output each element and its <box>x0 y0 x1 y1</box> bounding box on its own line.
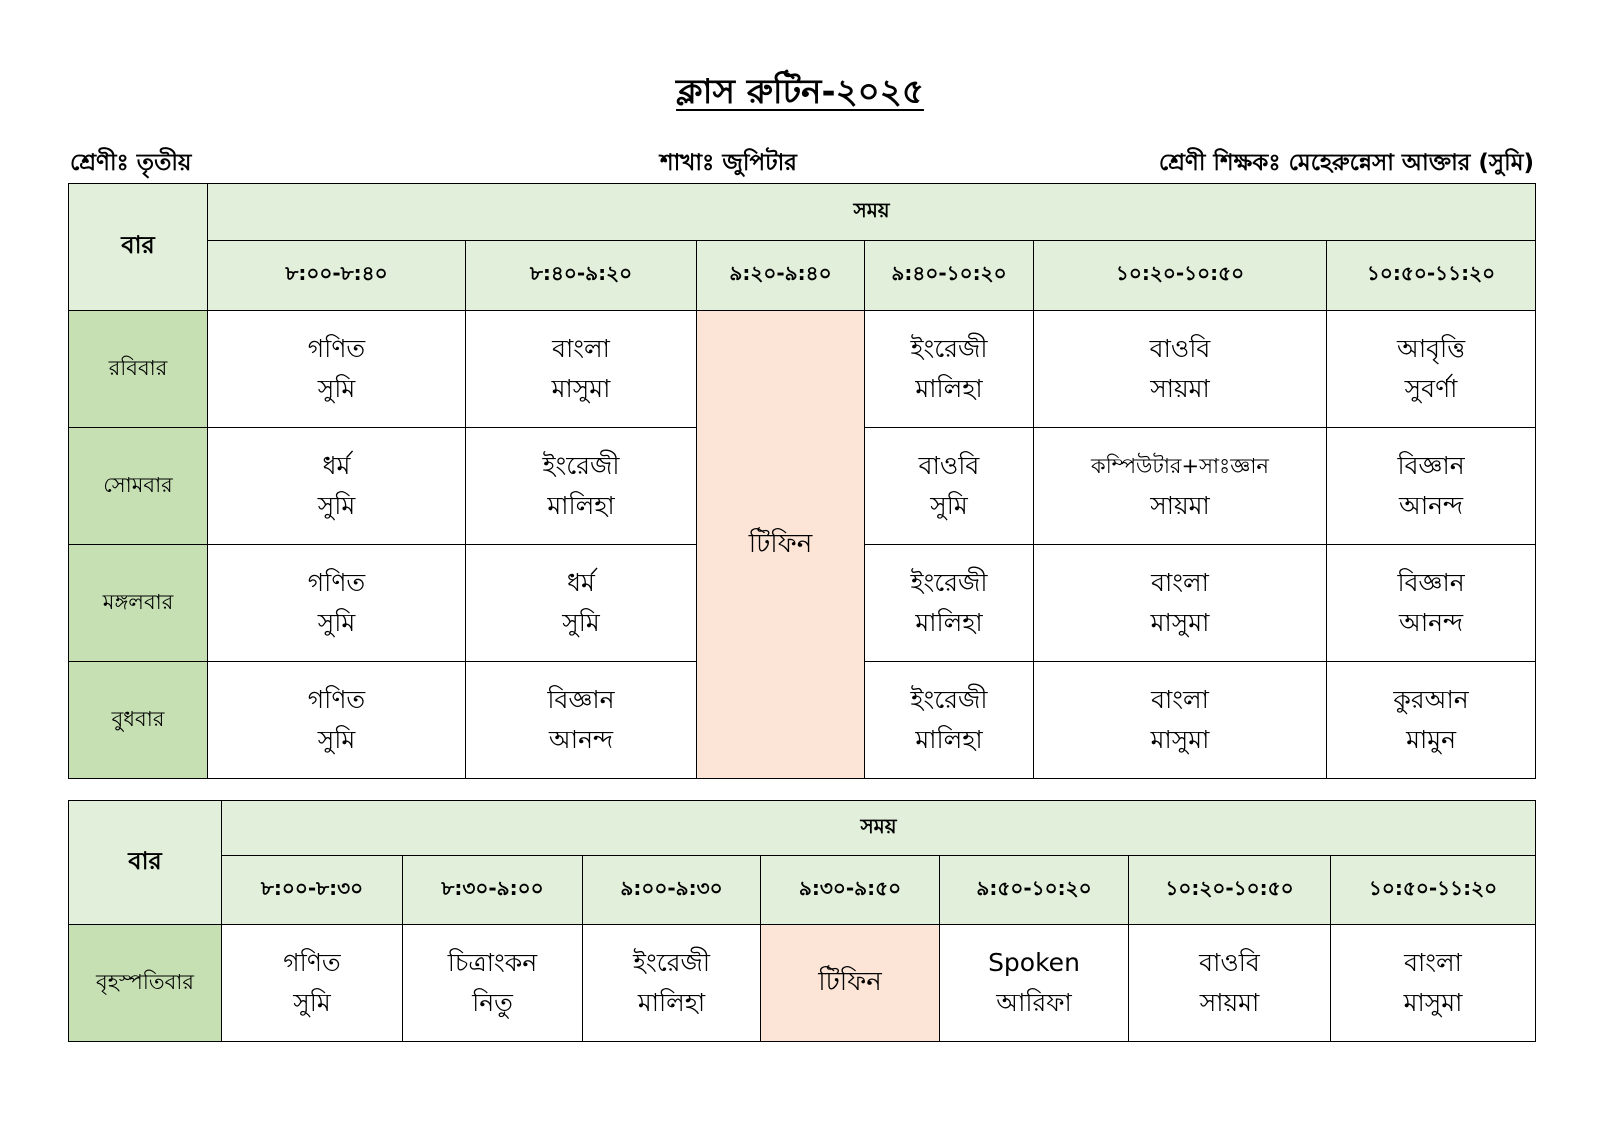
day-cell: মঙ্গলবার <box>69 545 208 662</box>
class-cell <box>466 311 697 428</box>
class-cell <box>940 925 1129 1042</box>
teacher: নিতু <box>472 988 513 1017</box>
section-label: শাখাঃ জুপিটার <box>660 150 797 176</box>
teacher: মাসুমা <box>1150 608 1210 637</box>
subject: আবৃত্তি <box>1396 334 1466 363</box>
day-cell: বুধবার <box>69 662 208 779</box>
subject: চিত্রাংকন <box>447 948 538 977</box>
day-cell: সোমবার <box>69 428 208 545</box>
subject: গণিত <box>307 685 366 714</box>
subject: ইংরেজী <box>632 948 711 977</box>
title-text: ক্লাস রুটিন-২০২৫ <box>676 72 924 112</box>
teacher: সুমি <box>930 491 968 520</box>
class-cell <box>865 311 1034 428</box>
teacher: সায়মা <box>1199 988 1260 1017</box>
teacher: সুমি <box>562 608 600 637</box>
subject: বিজ্ঞান <box>547 685 615 714</box>
subject: ইংরেজী <box>910 568 988 597</box>
subject: ইংরেজী <box>542 451 620 480</box>
teacher: সুমি <box>293 988 331 1017</box>
teacher: মালিহা <box>637 988 706 1017</box>
day-column-header: বার <box>69 184 208 311</box>
period-header: ৯:০০-৯:৩০ <box>583 856 761 925</box>
subject: Spoken <box>988 948 1080 977</box>
class-teacher-label: শ্রেণী শিক্ষকঃ মেহেরুন্নেসা আক্তার (সুমি) <box>1158 150 1534 176</box>
table-row <box>69 311 1536 428</box>
class-cell <box>1327 545 1536 662</box>
day-cell: বৃহস্পতিবার <box>69 925 222 1042</box>
subject: বাওবি <box>918 451 980 480</box>
class-cell <box>865 428 1034 545</box>
subject: কম্পিউটার+সাঃজ্ঞান <box>1091 454 1269 478</box>
teacher: মামুন <box>1406 725 1456 754</box>
tiffin-cell: টিফিন <box>697 311 865 779</box>
teacher: মালিহা <box>915 374 983 403</box>
period-header: ১০:৫০-১১:২০ <box>1327 241 1536 311</box>
teacher: আনন্দ <box>1398 491 1464 520</box>
period-header: ৯:৪০-১০:২০ <box>865 241 1034 311</box>
period-header: ১০:২০-১০:৫০ <box>1034 241 1327 311</box>
class-cell <box>583 925 761 1042</box>
period-header: ৯:৫০-১০:২০ <box>940 856 1129 925</box>
class-cell <box>208 311 466 428</box>
class-cell <box>466 662 697 779</box>
teacher: আনন্দ <box>1398 608 1464 637</box>
subject: ধর্ম <box>322 451 351 480</box>
subject: গণিত <box>307 568 366 597</box>
subject: বাওবি <box>1149 334 1211 363</box>
subject: গণিত <box>283 948 341 977</box>
period-header: ৮:৩০-৯:০০ <box>403 856 583 925</box>
class-cell <box>466 545 697 662</box>
teacher: সুমি <box>317 608 356 637</box>
subject: বাংলা <box>1151 568 1209 597</box>
time-header: সময় <box>222 801 1536 856</box>
class-cell <box>1327 311 1536 428</box>
table-row <box>69 925 1536 1042</box>
class-cell <box>208 428 466 545</box>
class-cell <box>1327 662 1536 779</box>
class-cell <box>208 662 466 779</box>
class-cell <box>1129 925 1331 1042</box>
class-label: শ্রেণীঃ তৃতীয় <box>70 150 192 176</box>
teacher: সুমি <box>317 374 356 403</box>
teacher: মালিহা <box>915 725 983 754</box>
period-header: ১০:২০-১০:৫০ <box>1129 856 1331 925</box>
subject: কুরআন <box>1393 685 1469 714</box>
period-header: ৮:৪০-৯:২০ <box>466 241 697 311</box>
tiffin-cell: টিফিন <box>761 925 940 1042</box>
class-cell <box>1034 428 1327 545</box>
subject: বাংলা <box>552 334 610 363</box>
period-header: ৮:০০-৮:৪০ <box>208 241 466 311</box>
class-cell <box>865 662 1034 779</box>
routine-table-main <box>68 183 1536 779</box>
class-cell <box>208 545 466 662</box>
teacher: সায়মা <box>1150 374 1210 403</box>
class-cell <box>1327 428 1536 545</box>
subject: বাংলা <box>1404 948 1462 977</box>
teacher: আরিফা <box>996 988 1072 1017</box>
class-cell <box>1331 925 1536 1042</box>
subject: বিজ্ঞান <box>1397 451 1465 480</box>
period-header: ৯:৩০-৯:৫০ <box>761 856 940 925</box>
page-title <box>0 66 1600 123</box>
class-cell <box>1034 545 1327 662</box>
teacher: মাসুমা <box>551 374 611 403</box>
class-cell <box>1034 311 1327 428</box>
class-cell <box>466 428 697 545</box>
class-cell <box>1034 662 1327 779</box>
day-cell: রবিবার <box>69 311 208 428</box>
teacher: মালিহা <box>915 608 983 637</box>
subject: ইংরেজী <box>910 334 988 363</box>
period-header: ৮:০০-৮:৩০ <box>222 856 403 925</box>
subject: বাওবি <box>1199 948 1260 977</box>
subject: ইংরেজী <box>910 685 988 714</box>
class-cell <box>222 925 403 1042</box>
time-header: সময় <box>208 184 1536 241</box>
subject: বাংলা <box>1151 685 1209 714</box>
class-cell <box>865 545 1034 662</box>
subject: গণিত <box>307 334 366 363</box>
class-cell <box>403 925 583 1042</box>
day-column-header: বার <box>69 801 222 925</box>
subject: বিজ্ঞান <box>1397 568 1465 597</box>
period-header: ৯:২০-৯:৪০ <box>697 241 865 311</box>
teacher: আনন্দ <box>548 725 614 754</box>
teacher: মাসুমা <box>1403 988 1463 1017</box>
teacher: মালিহা <box>547 491 615 520</box>
teacher: সুমি <box>317 725 356 754</box>
routine-table-thursday <box>68 800 1536 1042</box>
period-header: ১০:৫০-১১:২০ <box>1331 856 1536 925</box>
subject: ধর্ম <box>567 568 595 597</box>
teacher: সুমি <box>317 491 356 520</box>
teacher: সায়মা <box>1150 491 1210 520</box>
teacher: মাসুমা <box>1150 725 1210 754</box>
teacher: সুবর্ণা <box>1404 374 1458 403</box>
